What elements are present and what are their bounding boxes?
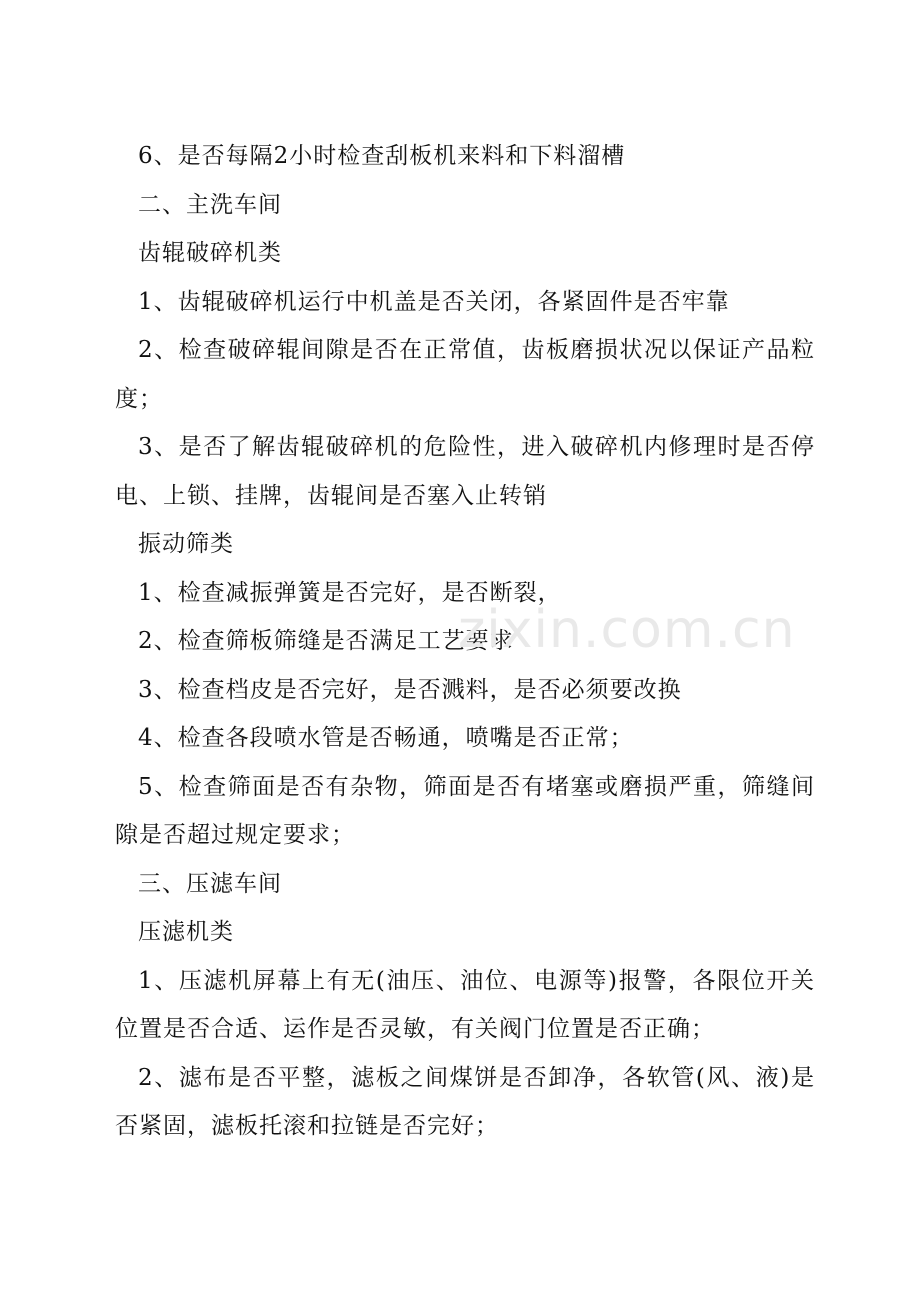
paragraph: 3、是否了解齿辊破碎机的危险性，进入破碎机内修理时是否停电、上锁、挂牌，齿辊间是否塞入止转销 [115,434,815,509]
paragraph: 2、检查筛板筛缝是否满足工艺要求 [138,628,514,654]
paragraph: 6、是否每隔2小时检查刮板机来料和下料溜槽 [138,143,626,169]
paragraph: 4、检查各段喷水管是否畅通，喷嘴是否正常； [138,725,634,751]
paragraph: 1、压滤机屏幕上有无(油压、油位、电源等)报警，各限位开关位置是否合适、运作是否灵敏，有关阀门位置是否正确； [115,967,815,1042]
paragraph: 2、滤布是否平整，滤板之间煤饼是否卸净，各软管(风、液)是否紧固，滤板托滚和拉链是否完好； [115,1064,815,1139]
section-heading: 二、主洗车间 [138,191,282,218]
paragraph: 3、检查档皮是否完好，是否溅料，是否必须要改换 [138,676,682,703]
paragraph: 2、检查破碎辊间隙是否在正常值，齿板磨损状况以保证产品粒度； [115,337,815,412]
subsection-heading: 压滤机类 [138,919,234,945]
section-heading: 三、压滤车间 [138,870,282,897]
document-body [115,132,815,1151]
paragraph: 5、检查筛面是否有杂物，筛面是否有堵塞或磨损严重，筛缝间隙是否超过规定要求； [115,773,815,848]
paragraph: 1、检查减振弹簧是否完好，是否断裂， [138,579,562,606]
subsection-heading: 振动筛类 [138,531,234,557]
paragraph: 1、齿辊破碎机运行中机盖是否关闭，各紧固件是否牢靠 [138,288,730,315]
subsection-heading: 齿辊破碎机类 [138,240,282,266]
watermark: zixin.com.cn [458,600,796,660]
